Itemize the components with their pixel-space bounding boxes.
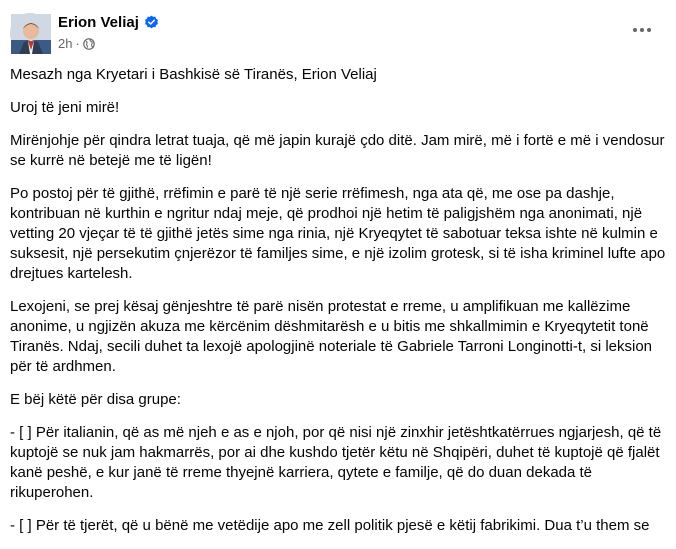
post-meta [58,36,95,51]
author-avatar[interactable] [10,13,50,53]
avatar-image [11,14,51,54]
post-body [10,60,670,549]
post-title: Mesazh nga Kryetari i Bashkisë së Tiranës, Erion Veliaj [10,66,377,83]
post-list-item-1: - [ ] Për italianin, që as më njeh e as e njoh, por që nisi një zinxhir jetështkatërrues ngjarjesh, që të kuptojë se nuk jam hakmarrës, por ai dhe kushdo tjetër këtu në Shqipëri, duhet të kuptojë që fjalët kanë peshë, e kur janë të rreme thyejnë karriera, qytete e familje, që do duan dekada të rikuperohen. [10,424,662,501]
verified-badge-icon [144,15,159,30]
meta-separator: · [75,36,80,51]
post-paragraph-3: Lexojeni, se prej kësaj gënjeshtre të parë nisën protestat e rreme, u amplifikuan me kallëzime anonime, u ngjizën akuza me kërcënim dëshmitarësh e u bitis me shkallmimin e Kryeqytetit tonë Tiranës. Ndaj, secili duhet ta lexojë apologjinë noteriale të Gabriele Tarroni Longinotti-t, si leksion për të ardhmen. [10,298,653,375]
more-options-icon [632,27,652,33]
globe-icon [83,38,95,50]
post-paragraph-1: Mirënjohje për qindra letrat tuaja, që më japin kurajë çdo ditë. Jam mirë, më i fortë e më i vendosur se kurrë në betejë me të ligën! [10,132,665,169]
post-paragraph-4: E bëj këtë për disa grupe: [10,391,181,408]
post-header [0,0,676,60]
post-list-item-2: - [ ] Për të tjerët, që u bënë me vetëdije apo me zell politik pjesë e këtij fabrikimi. Dua t’u them se [10,517,650,534]
post-paragraph-2: Po postoj për të gjithë, rrëfimin e parë të një serie rrëfimesh, nga ata që, me ose pa dashje, kontribuan në kurthin e ngritur ndaj meje, që prodhoi një hetim të paligjshëm nga anonimati, një vetting 20 vjeçar të të gjithë jetës sime nga rinia, një Kryeqytet të sabotuar teksa ishte në kulmin e suksesit, një persekutim çnjerëzor të familjes sime, e një izolim grotesk, si të isha kriminel lufte apo drejtues kartelesh. [10,185,666,282]
post-time[interactable]: 2h [58,36,73,51]
author-name-row [58,14,159,31]
author-name[interactable]: Erion Veliaj [58,14,139,31]
more-options-button[interactable] [628,16,656,44]
post-greeting: Uroj të jeni mirë! [10,99,120,116]
